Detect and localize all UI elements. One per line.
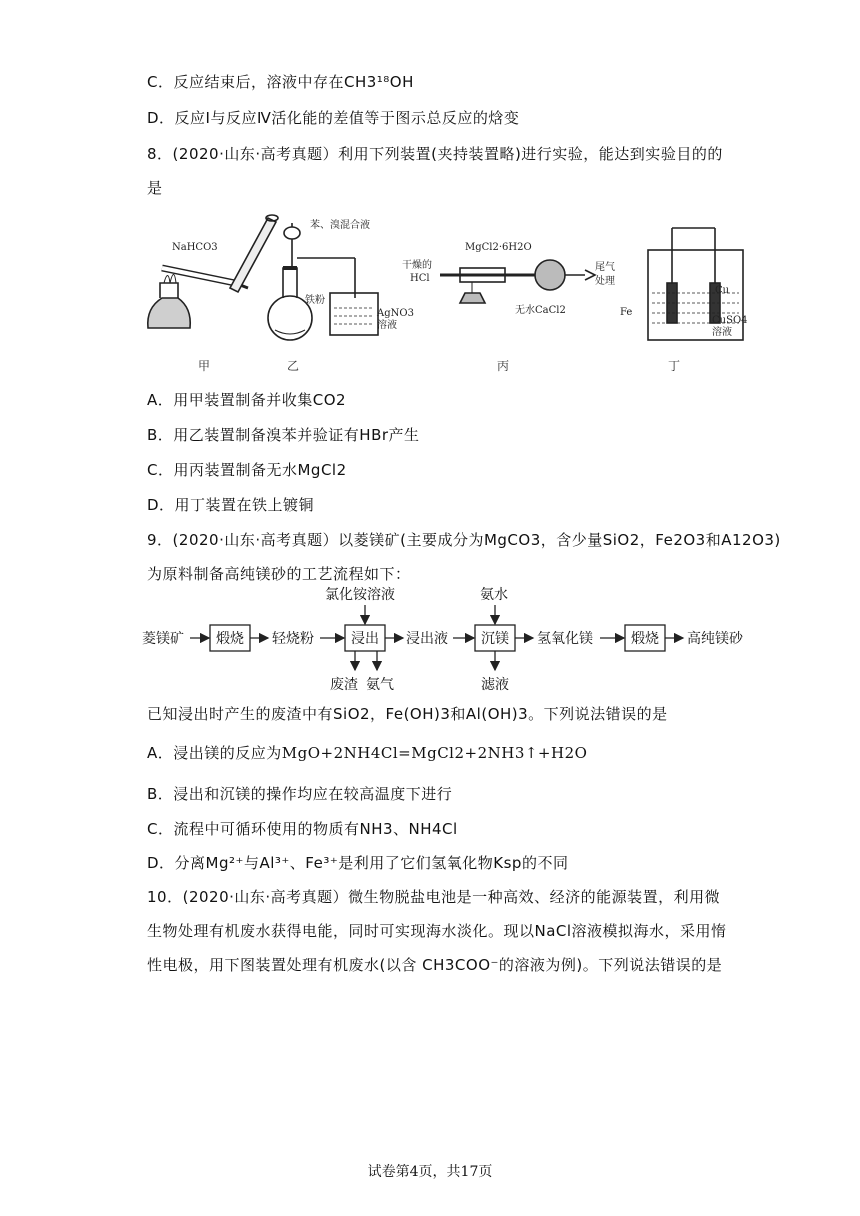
q8-option-c: C．用丙装置制备无水MgCl2 xyxy=(147,461,347,479)
q7-option-c-formula: CH3¹⁸OH xyxy=(343,73,414,91)
flow-filtrate-output: 滤液 xyxy=(481,677,509,693)
q10-stem-line2: 生物处理有机废水获得电能，同时可实现海水淡化。现以NaCl溶液模拟海水，采用惰 xyxy=(147,922,727,940)
q8-option-a: A．用甲装置制备并收集CO2 xyxy=(147,391,347,409)
flow-leachate: 浸出液 xyxy=(406,631,448,647)
q7-option-c xyxy=(147,71,414,92)
q7-option-c-text: C．反应结束后，溶液中存在 xyxy=(147,73,344,91)
q9-option-b: B．浸出和沉镁的操作均应在较高温度下进行 xyxy=(147,785,453,803)
page-footer: 试卷第4页，共17页 xyxy=(367,1164,493,1180)
fig-label-fe: Fe xyxy=(620,307,633,318)
fig-label-mgcl2: MgCl2·6H2O xyxy=(465,242,532,253)
q7-option-d: D．反应Ⅰ与反应Ⅳ活化能的差值等于图示总反应的焓变 xyxy=(147,109,520,127)
caption-bing: 丙 xyxy=(497,359,510,373)
flow-product: 高纯镁砂 xyxy=(687,631,743,647)
q9-option-a-label: A．浸出镁的反应为 xyxy=(147,744,282,762)
q8-stem-line2: 是 xyxy=(147,179,163,197)
q9-stem-line1: 9．(2020·山东·高考真题）以菱镁矿(主要成分为MgCO3，含少量SiO2，Fe2O3和A12O3) xyxy=(147,531,781,549)
flow-ammonia-water-input: 氨水 xyxy=(480,587,508,603)
flow-nh4cl-input: 氯化铵溶液 xyxy=(325,587,395,603)
flow-hydroxide: 氢氧化镁 xyxy=(537,631,593,647)
fig-label-ding-solution: 溶液 xyxy=(712,327,732,338)
fig-label-iron: 铁粉 xyxy=(305,295,325,306)
flow-residue-output: 废渣 xyxy=(330,677,358,693)
fig-label-dry: 干燥的 xyxy=(402,260,432,271)
q9-option-a-equation: MgO+2NH4Cl=MgCl2+2NH3↑+H2O xyxy=(281,744,588,762)
q8-option-b: B．用乙装置制备溴苯并验证有HBr产生 xyxy=(147,426,420,444)
fig-label-agno3: AgNO3 xyxy=(377,308,414,319)
q10-stem-line1: 10．(2020·山东·高考真题）微生物脱盐电池是一种高效、经济的能源装置，利用微 xyxy=(147,888,721,906)
q9-option-c: C．流程中可循环使用的物质有NH3、NH4Cl xyxy=(147,820,458,838)
flow-precipitate: 沉镁 xyxy=(481,631,509,647)
q10-stem-line3: 性电极，用下图装置处理有机废水(以含 CH3COO⁻的溶液为例)。下列说法错误的是 xyxy=(147,956,723,974)
fig-label-yi-solution: 溶液 xyxy=(377,320,397,331)
fig-label-cu: Cu xyxy=(715,285,730,296)
fig-label-nahco3: NaHCO3 xyxy=(172,242,218,253)
fig-label-funnel: 苯、溴混合液 xyxy=(310,220,370,231)
caption-yi: 乙 xyxy=(287,359,300,373)
q9-known-condition: 已知浸出时产生的废渣中有SiO2，Fe(OH)3和Al(OH)3。下列说法错误的是 xyxy=(147,705,668,723)
caption-ding: 丁 xyxy=(668,359,681,373)
caption-jia: 甲 xyxy=(198,359,211,373)
q9-process-flowchart xyxy=(140,585,780,695)
fig-label-cacl2: 无水CaCl2 xyxy=(515,305,566,316)
flow-ammonia-gas-output: 氨气 xyxy=(366,677,394,693)
flow-calcine-2: 煅烧 xyxy=(631,631,659,647)
q8-stem-line1: 8．(2020·山东·高考真题）利用下列装置(夹持装置略)进行实验，能达到实验目的的 xyxy=(147,145,723,163)
fig-label-tail2: 处理 xyxy=(595,276,615,287)
flow-leach: 浸出 xyxy=(351,631,379,647)
q8-option-d: D．用丁装置在铁上镀铜 xyxy=(147,496,315,514)
q9-option-a xyxy=(147,742,587,763)
flow-ore: 菱镁矿 xyxy=(142,631,184,647)
flow-calcine-1: 煅烧 xyxy=(216,631,244,647)
fig-label-hcl: HCl xyxy=(410,273,430,284)
q8-apparatus-figure xyxy=(140,198,760,376)
fig-label-tail1: 尾气 xyxy=(595,262,615,273)
q9-option-d: D．分离Mg²⁺与Al³⁺、Fe³⁺是利用了它们氢氧化物Ksp的不同 xyxy=(147,854,569,872)
fig-label-cuso4: CuSO4 xyxy=(712,315,748,326)
q9-stem-line2: 为原料制备高纯镁砂的工艺流程如下： xyxy=(147,565,411,583)
flow-powder: 轻烧粉 xyxy=(272,631,314,647)
